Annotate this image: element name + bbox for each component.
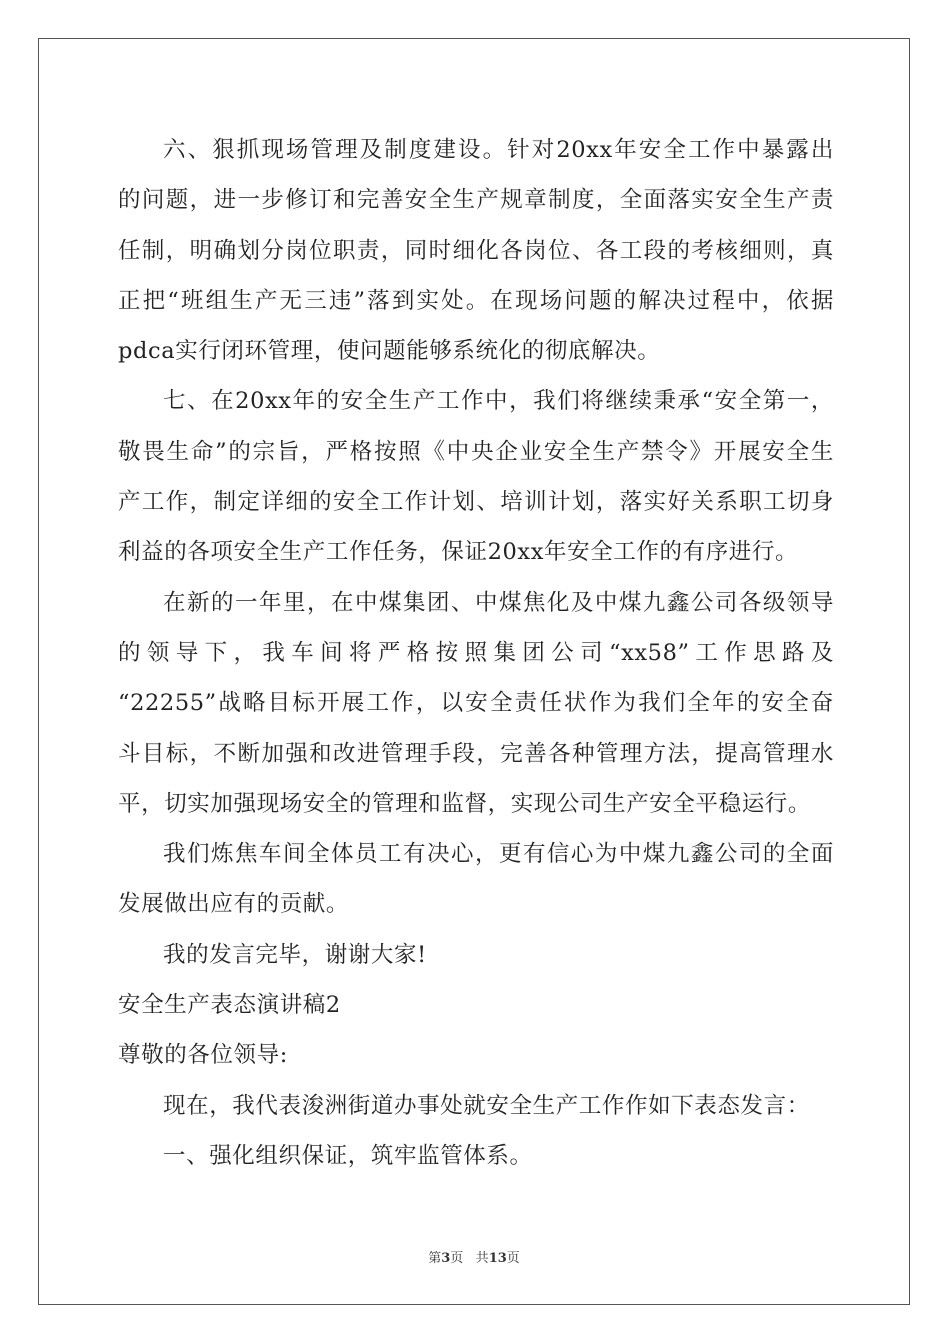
- paragraph-seven: [118, 376, 834, 577]
- total-prefix: 共: [475, 1251, 489, 1266]
- text-line: pdca实行闭环管理，使问题能够系统化的彻底解决。: [118, 338, 661, 365]
- text-line: 平，切实加强现场安全的管理和监督，实现公司生产安全平稳运行。: [118, 790, 812, 817]
- text-line: 我们炼焦车间全体员工有决心，更有信心为中煤九鑫公司的全面: [163, 841, 834, 868]
- paragraph-closing: [118, 930, 834, 980]
- section-heading: [118, 980, 834, 1030]
- text-line: 六、狠抓现场管理及制度建设。针对20xx年安全工作中暴露出: [163, 137, 834, 163]
- page-suffix: 页: [450, 1251, 464, 1266]
- text-line: “22255”战略目标开展工作，以安全责任状作为我们全年的安全奋: [118, 690, 834, 717]
- paragraph-six: [118, 125, 834, 376]
- total-suffix: 页: [506, 1251, 520, 1266]
- page-footer: [39, 1247, 909, 1266]
- paragraph-point-one: [118, 1131, 834, 1181]
- text-line: 安全生产表态演讲稿2: [118, 992, 341, 1019]
- text-line: 尊敬的各位领导:: [118, 1042, 288, 1069]
- text-line: 一、强化组织保证，筑牢监管体系。: [163, 1142, 533, 1169]
- text-line: 任制，明确划分岗位职责，同时细化各岗位、各工段的考核细则，真: [118, 237, 834, 264]
- paragraph-determination: [118, 829, 834, 930]
- text-line: 的问题，进一步修订和完善安全生产规章制度，全面落实安全生产责: [118, 187, 834, 214]
- document-page: [38, 38, 910, 1305]
- page-number: 3: [441, 1251, 451, 1266]
- text-line: 利益的各项安全生产工作任务，保证20xx年安全工作的有序进行。: [118, 539, 799, 566]
- text-line: 在新的一年里，在中煤集团、中煤焦化及中煤九鑫公司各级领导: [163, 589, 834, 616]
- text-line: 产工作，制定详细的安全工作计划、培训计划，落实好关系职工切身: [118, 489, 834, 516]
- text-line: 发展做出应有的贡献。: [118, 891, 350, 918]
- paragraph-new-year: [118, 578, 834, 829]
- text-line: 七、在20xx年的安全生产工作中，我们将继续秉承“安全第一，: [163, 388, 834, 415]
- text-line: 我的发言完毕，谢谢大家!: [163, 941, 427, 968]
- total-pages: 13: [488, 1251, 507, 1266]
- text-line: 正把“班组生产无三违”落到实处。在现场问题的解决过程中，依据: [118, 287, 834, 314]
- page-prefix: 第: [428, 1251, 442, 1266]
- salutation: [118, 1030, 834, 1080]
- text-line: 现在，我代表浚洲街道办事处就安全生产工作作如下表态发言：: [163, 1092, 810, 1119]
- text-line: 的领导下，我车间将严格按照集团公司“xx58”工作思路及: [118, 639, 834, 666]
- document-body: [118, 125, 834, 1181]
- paragraph-intro: [118, 1081, 834, 1131]
- text-line: 敬畏生命”的宗旨，严格按照《中央企业安全生产禁令》开展安全生: [118, 438, 834, 465]
- text-line: 斗目标，不断加强和改进管理手段，完善各种管理方法，提高管理水: [118, 740, 834, 767]
